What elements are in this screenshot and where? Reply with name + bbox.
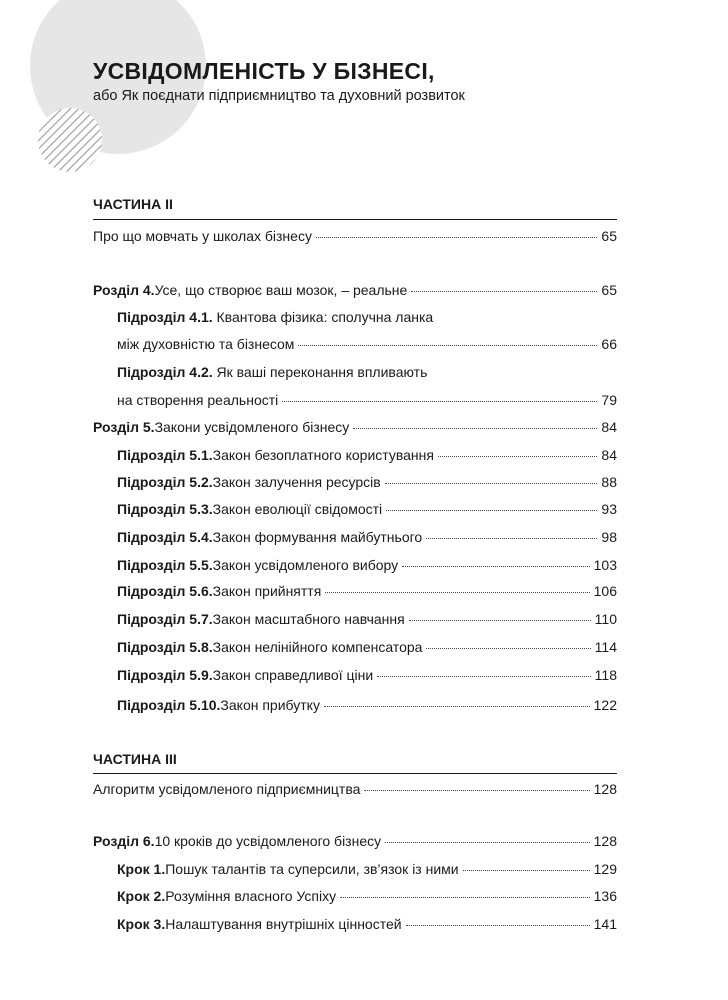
toc-entry[interactable] — [117, 474, 617, 490]
leader-dots — [411, 291, 597, 292]
toc-entry[interactable] — [117, 557, 617, 573]
leader-dots — [325, 592, 589, 593]
leader-dots — [385, 842, 590, 843]
toc-entry[interactable] — [117, 611, 617, 627]
toc-entry-line[interactable] — [117, 309, 433, 325]
entry-label: Підрозділ 5.8. — [117, 639, 213, 655]
entry-text: Закон прийняття — [212, 583, 322, 599]
entry-text: Закон еволюції свідомості — [212, 501, 383, 517]
page-number: 88 — [601, 474, 617, 490]
leader-dots — [402, 566, 589, 567]
page-number: 141 — [593, 916, 617, 932]
toc-entry[interactable] — [117, 861, 617, 877]
page-number: 98 — [601, 529, 617, 545]
page-number: 128 — [593, 833, 617, 849]
entry-label: Розділ 6. — [93, 833, 155, 849]
entry-text: Закон масштабного навчання — [212, 611, 405, 627]
entry-text: Закон прибутку — [220, 697, 320, 713]
entry-text: 10 кроків до усвідомленого бізнесу — [154, 833, 382, 849]
entry-label: Підрозділ 5.7. — [117, 611, 213, 627]
entry-label: Крок 3. — [117, 916, 166, 932]
entry-text: Алгоритм усвідомленого підприємництва — [93, 781, 361, 797]
entry-text: на створення реальності — [117, 392, 279, 408]
page-number: 65 — [601, 228, 617, 244]
entry-text: Закон залучення ресурсів — [212, 474, 381, 490]
toc-entry-line[interactable] — [117, 364, 427, 380]
entry-text: Про що мовчать у школах бізнесу — [93, 228, 312, 244]
page-number: 84 — [601, 447, 617, 463]
page-number: 66 — [601, 336, 617, 352]
book-title: УСВІДОМЛЕНІСТЬ У БІЗНЕСІ, — [93, 58, 435, 84]
entry-text: Розуміння власного Успіху — [165, 888, 337, 904]
leader-dots — [377, 676, 591, 677]
leader-dots — [426, 538, 597, 539]
leader-dots — [298, 345, 597, 346]
entry-text: Пошук талантів та суперсили, зв’язок із ними — [165, 861, 459, 877]
leader-dots — [438, 456, 597, 457]
entry-text: між духовністю та бізнесом — [117, 336, 295, 352]
entry-label: Крок 2. — [117, 888, 166, 904]
page-number: 110 — [594, 611, 617, 627]
entry-text: Закон усвідомленого вибору — [212, 557, 399, 573]
toc-entry[interactable] — [117, 392, 617, 408]
page-number: 129 — [593, 861, 617, 877]
entry-label: Підрозділ 4.1. — [117, 309, 213, 325]
page-number: 65 — [601, 282, 617, 298]
leader-dots — [406, 925, 590, 926]
part-divider — [93, 773, 617, 774]
entry-text: Закон формування майбутнього — [212, 529, 423, 545]
entry-text: Закон нелінійного компенсатора — [212, 639, 423, 655]
toc-entry[interactable] — [93, 419, 617, 435]
toc-entry[interactable] — [93, 228, 617, 244]
entry-label: Крок 1. — [117, 861, 166, 877]
entry-label: Розділ 4. — [93, 282, 155, 298]
leader-dots — [385, 483, 598, 484]
toc-entry[interactable] — [117, 529, 617, 545]
entry-label: Підрозділ 5.9. — [117, 667, 213, 683]
toc-entry[interactable] — [117, 697, 617, 713]
leader-dots — [282, 401, 597, 402]
entry-text: Закон справедливої ціни — [212, 667, 374, 683]
toc-entry[interactable] — [93, 781, 617, 797]
entry-text: Закони усвідомленого бізнесу — [154, 419, 350, 435]
entry-label: Підрозділ 5.1. — [117, 447, 213, 463]
entry-label: Підрозділ 4.2. — [117, 364, 213, 380]
entry-label: Розділ 5. — [93, 419, 155, 435]
entry-label: Підрозділ 5.4. — [117, 529, 213, 545]
page-number: 93 — [601, 501, 617, 517]
entry-label: Підрозділ 5.5. — [117, 557, 213, 573]
leader-dots — [426, 648, 590, 649]
toc-entry[interactable] — [117, 888, 617, 904]
entry-label: Підрозділ 5.10. — [117, 697, 221, 713]
page-number: 79 — [601, 392, 617, 408]
hatched-circle — [38, 108, 102, 172]
toc-entry[interactable] — [117, 447, 617, 463]
toc-entry[interactable] — [93, 833, 617, 849]
page-number: 114 — [594, 639, 617, 655]
leader-dots — [364, 790, 589, 791]
toc-entry[interactable] — [117, 916, 617, 932]
toc-entry[interactable] — [117, 501, 617, 517]
entry-text: Квантова фізика: сполучна ланка — [212, 309, 434, 325]
entry-text: Усе, що створює ваш мозок, – реальне — [154, 282, 408, 298]
leader-dots — [353, 428, 597, 429]
part-divider — [93, 219, 617, 220]
page-number: 122 — [593, 697, 617, 713]
entry-text: Налаштування внутрішніх цінностей — [165, 916, 402, 932]
toc-entry[interactable] — [117, 639, 617, 655]
page-number: 106 — [593, 583, 617, 599]
page-number: 118 — [594, 667, 617, 683]
toc-entry[interactable] — [93, 282, 617, 298]
toc-entry[interactable] — [117, 583, 617, 599]
page-number: 103 — [593, 557, 617, 573]
leader-dots — [316, 237, 597, 238]
entry-label: Підрозділ 5.6. — [117, 583, 213, 599]
book-subtitle: або Як поєднати підприємництво та духовний розвиток — [93, 88, 465, 104]
leader-dots — [340, 897, 590, 898]
part-heading: ЧАСТИНА ІІ — [93, 196, 173, 212]
leader-dots — [324, 706, 590, 707]
entry-label: Підрозділ 5.2. — [117, 474, 213, 490]
part-heading: ЧАСТИНА ІІІ — [93, 751, 177, 767]
entry-text: Закон безоплатного користування — [212, 447, 434, 463]
leader-dots — [409, 620, 591, 621]
entry-label: Підрозділ 5.3. — [117, 501, 213, 517]
leader-dots — [386, 510, 597, 511]
page-number: 128 — [593, 781, 617, 797]
leader-dots — [463, 870, 590, 871]
entry-text: Як ваші переконання впливають — [212, 364, 428, 380]
page-number: 84 — [601, 419, 617, 435]
toc-entry[interactable] — [117, 336, 617, 352]
toc-entry[interactable] — [117, 667, 617, 683]
page-number: 136 — [593, 888, 617, 904]
